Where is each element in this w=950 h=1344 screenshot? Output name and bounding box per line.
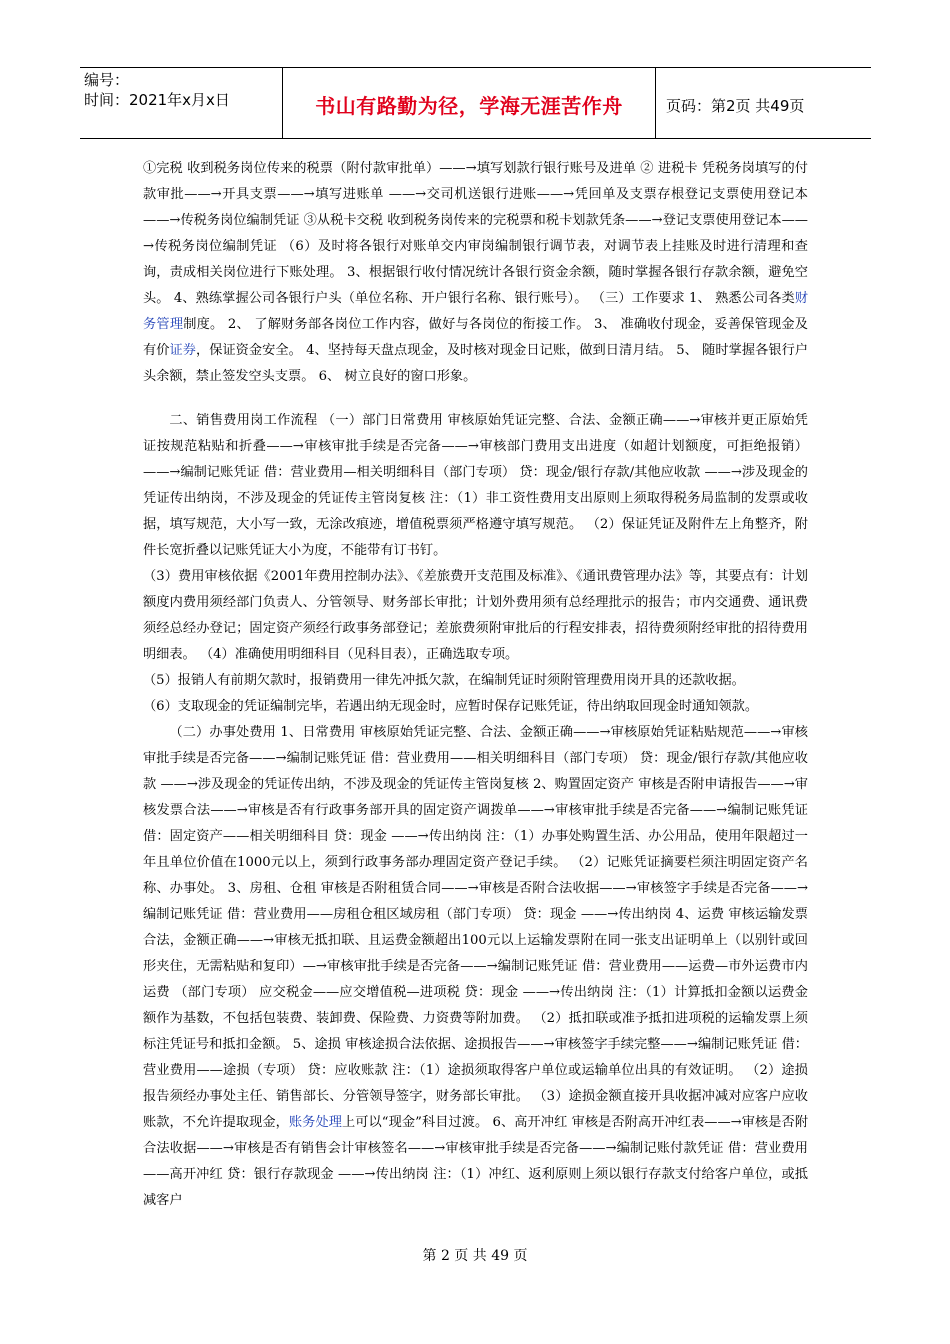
page-footer: 第 2 页 共 49 页 (422, 1248, 528, 1264)
paragraph-text: （二）办事处费用 1、日常费用 审核原始凭证完整、合法、金额正确——→审核原始凭证粘贴规范——→审核审批手续是否完备——→编制记账凭证 借：营业费用——相关明细科目（部门专项） 贷：现金/银行存款/其他应收款 ——→涉及现金的凭证传出纳，不涉及现金的凭证传主管岗复核 2、购置固定资产 审核是否附申请报告——→审核发票合法——→审核是否有行政事务部开具的固定资产调拨单——→审核审批手续是否完备——→编制记账凭证 借：固定资产——相关明细科目 贷：现金 ——→传出纳岗 注：（1）办事处购置生活、办公用品，使用年限超过一年且单位价值在1000元以上，须到行政事务部办理固定资产登记手续。 （2）记账凭证摘要栏须注明固定资产名称、办事处。 3、房租、仓租 审核是否附租赁合同——→审核是否附合法收据——→审核签字手续是否完备——→编制记账凭证 借：营业费用——房租仓租区域房租（部门专项） 贷：现金 ——→传出纳岗 4、运费 审核运输发票合法，金额正确——→审核无抵扣联、且运费金额超出100元以上运输发票附在同一张支出证明单上（以别针或回形夹住，无需粘贴和复印）—→审核审批手续是否完备——→编制记账凭证 借：营业费用——运费—市外运费市内运费 （部门专项） 应交税金——应交增值税—进项税 贷：现金 ——→传出纳岗 注：（1）计算抵扣金额以运费金额作为基数，不包括包装费、装卸费、保险费、力资费等附加费。 （2）抵扣联或准予抵扣进项税的运输发票上须标注凭证号和抵扣金额。 5、途损 审核途损合法依据、途损报告——→审核签字手续完整——→编制记账凭证 借：营业费用——途损（专项） 贷：应收账款 注：（1）途损须取得客户单位或运输单位出具的有效证明。 （2）途损报告须经办事处主任、销售部长、分管领导签字，财务部长审批。 （3）途损金额直接开具收据冲减对应客户应收账款，不允许提取现金， (143, 725, 808, 1130)
header-motto: 书山有路勤为径，学海无涯苦作舟 (315, 94, 623, 118)
paragraph-text: 上可以“现金”科目过渡。 6、高开冲红 审核是否附高开冲红表——→审核是否附合法收据——→审核是否有销售会计审核签名——→审核审批手续是否完备——→编制记账付款凭证 借：营业费用——高开冲红 贷：银行存款现金 ——→传出纳岗 注：（1）冲红、返利原则上须以银行存款支付给客户单位，或抵减客户 (143, 1115, 809, 1208)
link-financial-management[interactable]: 财务管理 (143, 291, 808, 332)
document-body (143, 156, 808, 1214)
header-right-cell (656, 68, 871, 138)
link-accounting-treatment[interactable]: 账务处理 (288, 1115, 342, 1130)
header-table (80, 67, 871, 139)
header-center-cell (283, 68, 656, 138)
link-securities[interactable]: 证券 (169, 343, 196, 358)
paragraph-text: 制度。 2、 了解财务部各岗位工作内容，做好与各岗位的衔接工作。 3、 准确收付现金，妥善保管现金及有价 (143, 317, 808, 358)
document-date-label: 时间：2021年x月x日 (84, 91, 230, 109)
document-number-label: 编号： (84, 71, 130, 89)
paragraph-expense-audit-basis: （3）费用审核依据《2001年费用控制办法》、《差旅费开支范围及标准》、《通讯费管理办法》等，其要点有：计划额度内费用须经部门负责人、分管领导、财务部长审批；计划外费用须有总经理批示的报告；市内交通费、通讯费须经总经办登记；固定资产须经行政事务部登记；差旅费须附审批后的行程安排表，招待费须附经审批的招待费用明细表。 （4）准确使用明细科目（见科目表），正确选取专项。 (143, 569, 808, 662)
paragraph-cashier-duties (143, 156, 808, 390)
paragraph-office-expenses (143, 720, 808, 1214)
paragraph-text: ①完税 收到税务岗位传来的税票（附付款审批单）——→填写划款行银行账号及进单 ② 进税卡 凭税务岗填写的付款审批——→开具支票——→填写进账单 ——→交司机送银行进账——→凭回单及支票存根登记支票使用登记本——→传税务岗位编制凭证 ③从税卡交税 收到税务岗传来的完税票和税卡划款凭条——→登记支票使用登记本——→传税务岗位编制凭证 （6）及时将各银行对账单交内审岗编制银行调节表，对调节表上挂账及时进行清理和查询，责成相关岗位进行下账处理。 3、根据银行收付情况统计各银行资金余额，随时掌握各银行存款余额，避免空头。 4、熟练掌握公司各银行户头（单位名称、开户银行名称、银行账号）。 （三）工作要求 1、 熟悉公司各类 (143, 161, 808, 306)
paragraph-cash-withdrawal: （6）支取现金的凭证编制完毕，若遇出纳无现金时，应暂时保存记账凭证，待出纳取回现金时通知领款。 (143, 699, 759, 714)
paragraph-text: ，保证资金安全。 4、坚持每天盘点现金，及时核对现金日记账，做到日清月结。 5、 随时掌握各银行户头余额，禁止签发空头支票。 6、 树立良好的窗口形象。 (143, 343, 809, 384)
paragraph-prior-debt: （5）报销人有前期欠款时，报销费用一律先冲抵欠款，在编制凭证时须附管理费用岗开具的还款收据。 (143, 673, 745, 688)
header-page-info: 页码：第2页 共49页 (666, 97, 805, 115)
paragraph-sales-expense-workflow: 二、销售费用岗工作流程 （一）部门日常费用 审核原始凭证完整、合法、金额正确——→审核并更正原始凭证按规范粘贴和折叠——→审核审批手续是否完备——→审核部门费用支出进度（如超计划额度，可拒绝报销）——→编制记账凭证 借：营业费用—相关明细科目（部门专项） 贷：现金/银行存款/其他应收款 ——→涉及现金的凭证传出纳岗，不涉及现金的凭证传主管岗复核 注：（1）非工资性费用支出原则上须取得税务局监制的发票或收据，填写规范，大小写一致，无涂改痕迹，增值税票须严格遵守填写规范。 （2）保证凭证及附件左上角整齐，附件长宽折叠以记账凭证大小为度，不能带有订书钉。 (143, 413, 808, 558)
header-left-cell (80, 68, 283, 138)
